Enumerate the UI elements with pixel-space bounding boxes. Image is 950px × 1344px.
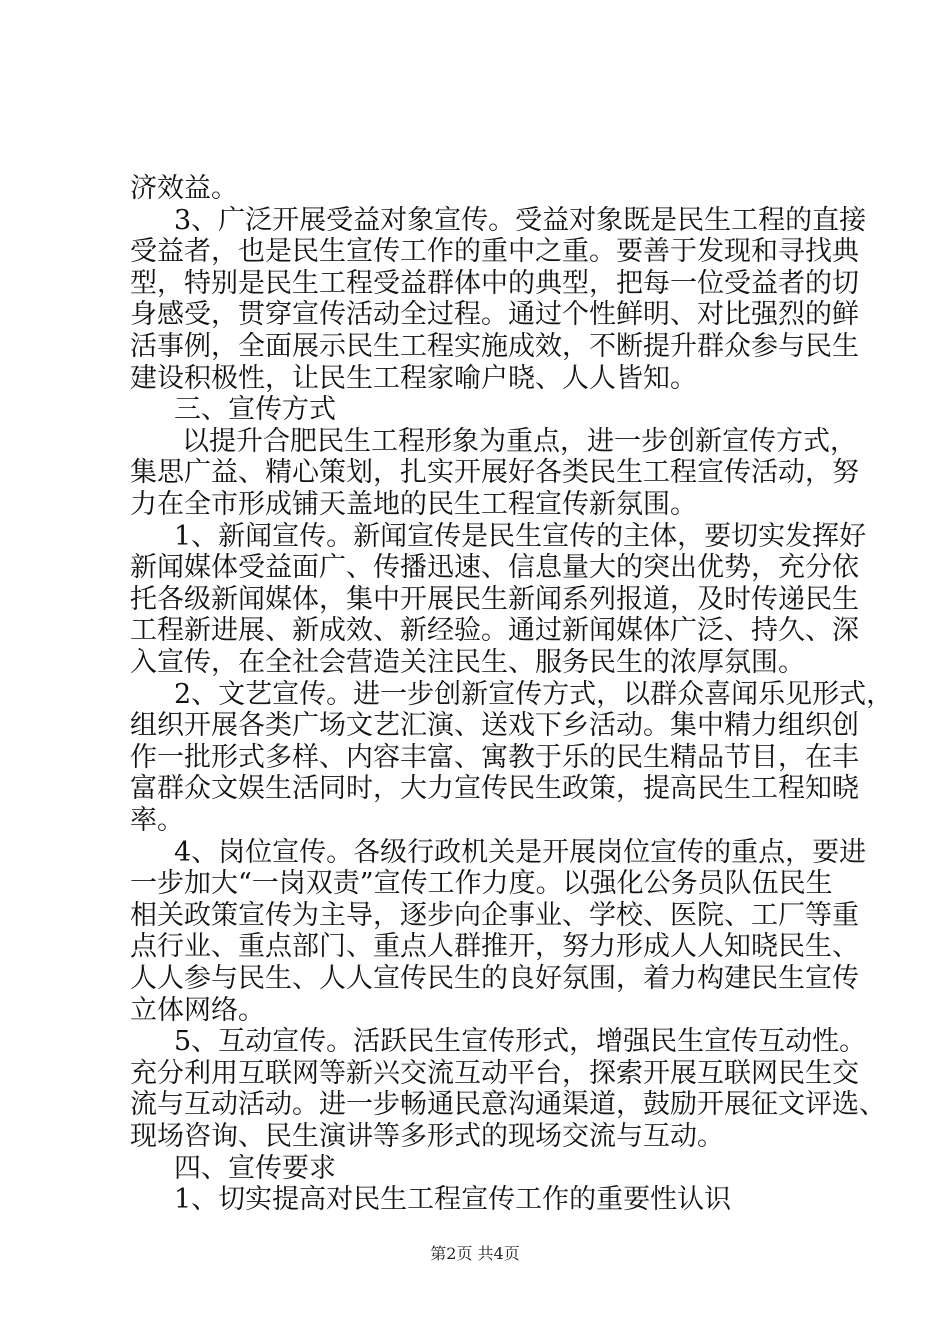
text-line: 活事例，全面展示民生工程实施成效，不断提升群众参与民生 — [130, 331, 859, 362]
text-line: 立体网络。 — [130, 994, 265, 1026]
text-line: 托各级新闻媒体，集中开展民生新闻系列报道，及时传递民生 — [130, 583, 859, 615]
text-line: 受益者，也是民生宣传工作的重中之重。要善于发现和寻找典 — [130, 236, 859, 268]
text-line: 身感受，贯穿宣传活动全过程。通过个性鲜明、对比强烈的鲜 — [130, 299, 859, 331]
text-line: 集思广益、精心策划，扎实开展好各类民生工程宣传活动，努 — [130, 457, 859, 489]
text-line: 1、新闻宣传。新闻宣传是民生宣传的主体，要切实发挥好 — [174, 520, 867, 552]
text-line: 作一批形式多样、内容丰富、寓教于乐的民生精品节目，在丰 — [130, 741, 859, 773]
section-heading: 四、宣传要求 — [174, 1152, 336, 1184]
text-line: 型，特别是民生工程受益群体中的典型，把每一位受益者的切 — [130, 267, 859, 299]
page-number-footer: 第2页 共4页 — [430, 1244, 520, 1263]
text-line: 点行业、重点部门、重点人群推开，努力形成人人知晓民生、 — [130, 931, 859, 963]
text-line: 入宣传，在全社会营造关注民生、服务民生的浓厚氛围。 — [130, 647, 805, 678]
text-line: 新闻媒体受益面广、传播迅速、信息量大的突出优势，充分依 — [130, 552, 859, 584]
text-line: 人人参与民生、人人宣传民生的良好氛围，着力构建民生宣传 — [130, 963, 859, 994]
text-line: 3、广泛开展受益对象宣传。受益对象既是民生工程的直接 — [174, 204, 867, 236]
text-line: 率。 — [130, 805, 184, 836]
text-line: 现场咨询、民生演讲等多形式的现场交流与互动。 — [130, 1121, 724, 1152]
text-line: 4、岗位宣传。各级行政机关是开展岗位宣传的重点，要进 — [174, 836, 867, 868]
text-line: 建设积极性，让民生工程家喻户晓、人人皆知。 — [130, 362, 697, 394]
text-line: 充分利用互联网等新兴交流互动平台，探索开展互联网民生交 — [130, 1057, 859, 1089]
text-line: 2、文艺宣传。进一步创新宣传方式，以群众喜闻乐见形式， — [174, 678, 894, 710]
text-line: 济效益。 — [130, 173, 238, 204]
text-line: 5、互动宣传。活跃民生宣传形式，增强民生宣传互动性。 — [174, 1026, 867, 1058]
text-line: 组织开展各类广场文艺汇演、送戏下乡活动。集中精力组织创 — [130, 710, 859, 742]
text-line: 1、切实提高对民生工程宣传工作的重要性认识 — [174, 1184, 732, 1216]
text-line: 工程新进展、新成效、新经验。通过新闻媒体广泛、持久、深 — [130, 615, 859, 647]
text-line: 一步加大“一岗双责”宣传工作力度。以强化公务员队伍民生 — [130, 868, 833, 900]
text-line: 相关政策宣传为主导，逐步向企事业、学校、医院、工厂等重 — [130, 899, 859, 931]
text-line: 流与互动活动。进一步畅通民意沟通渠道，鼓励开展征文评选、 — [130, 1089, 886, 1121]
text-line: 富群众文娱生活同时，大力宣传民生政策，提高民生工程知晓 — [130, 773, 859, 805]
text-line: 力在全市形成铺天盖地的民生工程宣传新氛围。 — [130, 489, 697, 520]
text-line: 以提升合肥民生工程形象为重点，进一步创新宣传方式， — [182, 425, 857, 457]
section-heading: 三、宣传方式 — [174, 394, 336, 426]
